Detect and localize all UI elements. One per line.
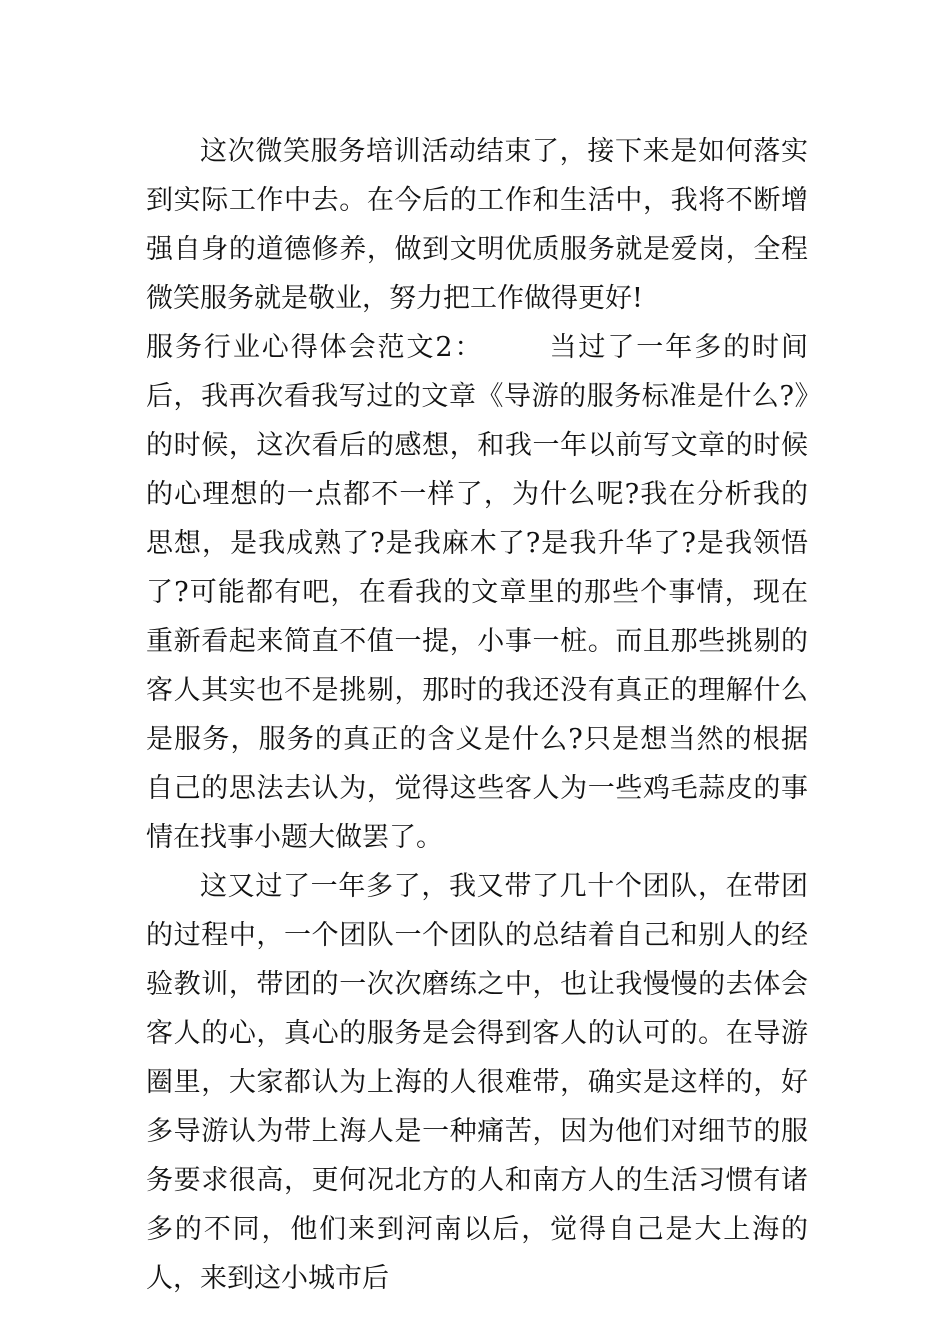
essay-2-body-text: 当过了一年多的时间后，我再次看我写过的文章《导游的服务标准是什么?》的时候，这次看后的感想，和我一年以前写文章的时候的心理想的一点都不一样了，为什么呢?我在分析我的思想，是我成熟了?是我麻木了?是我升华了?是我领悟了?可能都有吧，在看我的文章里的那些个事情，现在重新看起来简直不值一提，小事一桩。而且那些挑剔的客人其实也不是挑剔，那时的我还没有真正的理解什么是服务，服务的真正的含义是什么?只是想当然的根据自己的思法去认为，觉得这些客人为一些鸡毛蒜皮的事情在找事小题大做罢了。 (146, 332, 808, 853)
paragraph-essay-2 (146, 323, 808, 862)
paragraph-tour-experience: 这又过了一年多了，我又带了几十个团队，在带团的过程中，一个团队一个团队的总结着自己和别人的经验教训，带团的一次次磨练之中，也让我慢慢的去体会客人的心，真心的服务是会得到客人的认可的。在导游圈里，大家都认为上海的人很难带，确实是这样的，好多导游认为带上海人是一种痛苦，因为他们对细节的服务要求很高，更何况北方的人和南方人的生活习惯有诸多的不同，他们来到河南以后，觉得自己是大上海的人，来到这小城市后 (146, 871, 808, 1294)
essay-heading-label: 服务行业心得体会范文2： (146, 332, 484, 363)
document-body (146, 127, 808, 1303)
paragraph-smile-service-conclusion: 这次微笑服务培训活动结束了，接下来是如何落实到实际工作中去。在今后的工作和生活中，我将不断增强自身的道德修养，做到文明优质服务就是爱岗，全程微笑服务就是敬业，努力把工作做得更好! (146, 136, 808, 314)
